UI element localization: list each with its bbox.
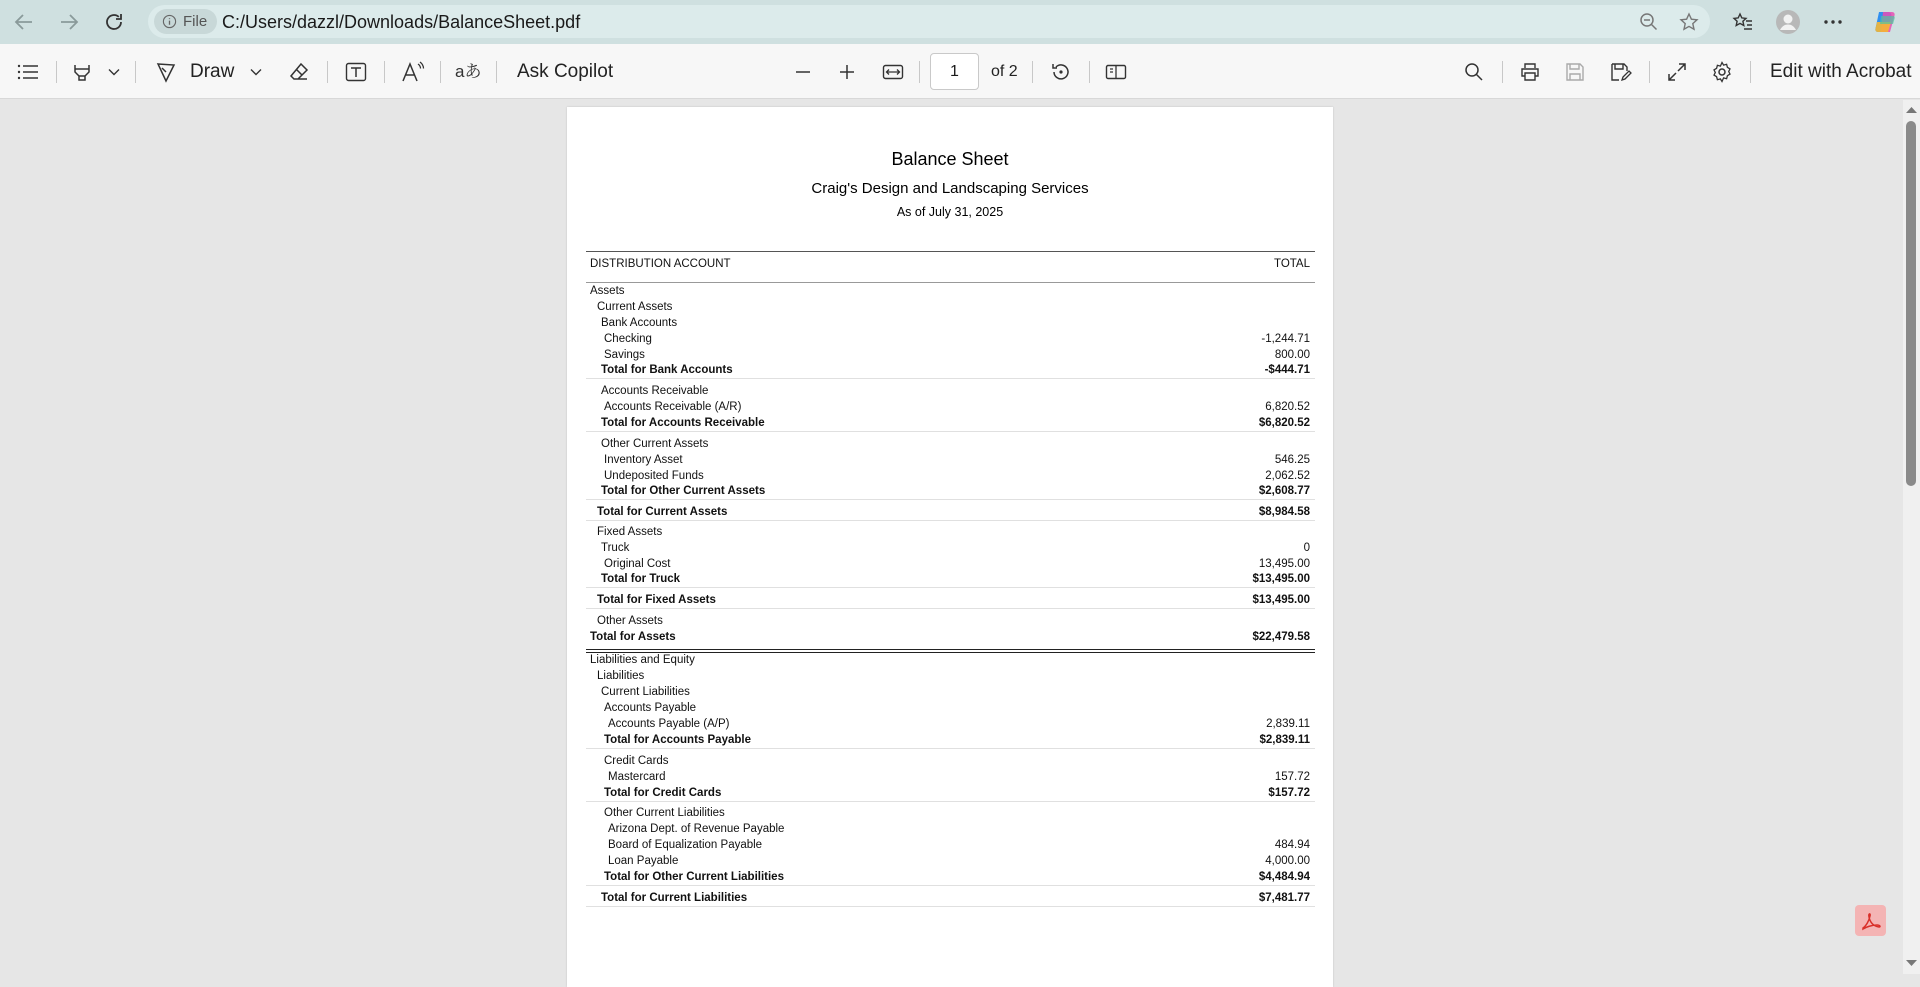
rotate-button[interactable] bbox=[1047, 57, 1075, 87]
profile-button[interactable] bbox=[1773, 8, 1803, 36]
refresh-button[interactable] bbox=[99, 8, 129, 36]
page-view-icon bbox=[1105, 63, 1127, 81]
save-icon bbox=[1565, 62, 1585, 82]
table-row: Liabilities and Equity bbox=[590, 654, 695, 666]
minus-icon bbox=[794, 63, 812, 81]
scroll-up-icon[interactable] bbox=[1903, 103, 1920, 117]
table-row: Total for Accounts Receivable $6,820.52 bbox=[586, 416, 1315, 432]
zoom-button[interactable] bbox=[1637, 10, 1661, 34]
acrobat-button[interactable] bbox=[1855, 905, 1886, 936]
draw-button[interactable]: Draw bbox=[190, 61, 235, 82]
add-text-button[interactable] bbox=[342, 57, 370, 87]
svg-text:aあ: aあ bbox=[455, 62, 481, 81]
table-row: Other Current Liabilities bbox=[604, 807, 725, 819]
arrow-left-icon bbox=[13, 11, 35, 33]
col-account-header: DISTRIBUTION ACCOUNT bbox=[590, 258, 731, 270]
address-bar[interactable] bbox=[148, 5, 1710, 38]
back-button[interactable] bbox=[9, 8, 39, 36]
read-aloud-button[interactable] bbox=[398, 57, 428, 87]
ellipsis-icon bbox=[1822, 11, 1844, 33]
copilot-icon bbox=[1871, 8, 1899, 36]
table-row: Total for Current Liabilities $7,481.77 bbox=[586, 891, 1315, 907]
arrow-right-icon bbox=[58, 11, 80, 33]
table-row: Other Current Assets bbox=[601, 438, 709, 450]
draw-options-button[interactable] bbox=[246, 57, 266, 87]
table-row: Liabilities bbox=[597, 670, 645, 682]
report-date: As of July 31, 2025 bbox=[896, 205, 1004, 219]
read-aloud-icon bbox=[401, 61, 425, 83]
pdf-page bbox=[567, 107, 1333, 987]
scrollbar-thumb[interactable] bbox=[1906, 121, 1916, 486]
file-label: File bbox=[183, 13, 208, 30]
table-row: Total for Assets $22,479.58 bbox=[590, 631, 1310, 643]
refresh-icon bbox=[103, 11, 125, 33]
expand-icon bbox=[1667, 62, 1687, 82]
zoom-out-icon bbox=[1639, 12, 1659, 32]
highlighter-icon bbox=[71, 61, 93, 83]
ask-copilot-button[interactable]: Ask Copilot bbox=[517, 61, 614, 82]
table-row: Truck 0 bbox=[601, 542, 1310, 554]
table-row: Original Cost 13,495.00 bbox=[604, 558, 1310, 570]
table-row: Mastercard 157.72 bbox=[608, 771, 1310, 783]
favorites-list-icon bbox=[1732, 11, 1754, 33]
save-as-icon bbox=[1610, 62, 1632, 82]
search-icon bbox=[1464, 62, 1484, 82]
eraser-icon bbox=[288, 61, 310, 83]
table-row: Undeposited Funds 2,062.52 bbox=[604, 470, 1310, 482]
find-button[interactable] bbox=[1460, 57, 1488, 87]
pen-icon bbox=[155, 61, 177, 83]
table-row: Total for Fixed Assets $13,495.00 bbox=[586, 593, 1315, 609]
table-row: Assets bbox=[590, 285, 625, 297]
save-as-button[interactable] bbox=[1607, 57, 1635, 87]
list-icon bbox=[17, 63, 39, 81]
col-total-header: TOTAL bbox=[1274, 258, 1310, 270]
table-row: Current Liabilities bbox=[601, 686, 690, 698]
edit-with-acrobat-button[interactable]: Edit with Acrobat bbox=[1770, 61, 1912, 82]
table-row: Savings 800.00 bbox=[604, 349, 1310, 361]
table-row: Board of Equalization Payable 484.94 bbox=[608, 839, 1310, 851]
settings-button[interactable] bbox=[1708, 57, 1736, 87]
page-count: of 2 bbox=[991, 63, 1018, 80]
zoom-out-button[interactable] bbox=[790, 57, 816, 87]
table-row: Total for Accounts Payable $2,839.11 bbox=[586, 733, 1315, 749]
printer-icon bbox=[1519, 62, 1541, 82]
print-button[interactable] bbox=[1516, 57, 1544, 87]
table-row: Total for Bank Accounts -$444.71 bbox=[586, 363, 1315, 379]
chevron-down-icon bbox=[250, 68, 262, 76]
fullscreen-button[interactable] bbox=[1663, 57, 1691, 87]
draw-button-icon[interactable] bbox=[152, 57, 180, 87]
table-row: Checking -1,244.71 bbox=[604, 333, 1310, 345]
favorites-button[interactable] bbox=[1728, 8, 1758, 36]
avatar-icon bbox=[1775, 9, 1801, 35]
table-row: Loan Payable 4,000.00 bbox=[608, 855, 1310, 867]
chevron-down-icon bbox=[108, 68, 120, 76]
document-viewer[interactable] bbox=[0, 100, 1920, 974]
table-row: Total for Truck $13,495.00 bbox=[586, 572, 1315, 588]
table-row: Credit Cards bbox=[604, 755, 669, 767]
table-row: Arizona Dept. of Revenue Payable bbox=[608, 823, 785, 835]
more-button[interactable] bbox=[1818, 8, 1848, 36]
copilot-button[interactable] bbox=[1870, 8, 1900, 36]
gear-icon bbox=[1711, 61, 1733, 83]
table-row: Bank Accounts bbox=[601, 317, 678, 329]
rotate-icon bbox=[1050, 61, 1072, 83]
company-name: Craig's Design and Landscaping Services bbox=[811, 180, 1089, 197]
save-button[interactable] bbox=[1561, 57, 1589, 87]
table-row: Total for Other Current Assets $2,608.77 bbox=[586, 484, 1315, 500]
translate-icon bbox=[455, 61, 481, 83]
acrobat-icon bbox=[1860, 910, 1882, 932]
favorite-button[interactable] bbox=[1677, 10, 1701, 34]
table-row: Accounts Payable (A/P) 2,839.11 bbox=[608, 718, 1310, 730]
table-row: Total for Current Assets $8,984.58 bbox=[586, 505, 1315, 521]
table-row: Current Assets bbox=[597, 301, 673, 313]
table-row: Inventory Asset 546.25 bbox=[604, 454, 1310, 466]
star-icon bbox=[1679, 12, 1699, 32]
table-row: Total for Credit Cards $157.72 bbox=[586, 786, 1315, 802]
table-row: Other Assets bbox=[597, 615, 663, 627]
page-number-input[interactable]: 1 bbox=[930, 53, 979, 90]
table-row: Accounts Receivable (A/R) 6,820.52 bbox=[604, 401, 1310, 413]
table-row: Fixed Assets bbox=[597, 526, 663, 538]
forward-button[interactable] bbox=[54, 8, 84, 36]
plus-icon bbox=[838, 63, 856, 81]
erase-button[interactable] bbox=[285, 57, 313, 87]
scroll-down-icon[interactable] bbox=[1903, 956, 1920, 970]
fit-width-icon bbox=[882, 63, 904, 81]
url-text[interactable]: C:/Users/dazzl/Downloads/BalanceSheet.pdf bbox=[222, 12, 581, 32]
browser-top-bar bbox=[0, 0, 1920, 44]
text-box-icon bbox=[345, 62, 367, 82]
zoom-in-button[interactable] bbox=[834, 57, 860, 87]
fit-width-button[interactable] bbox=[879, 57, 907, 87]
site-info-chip[interactable] bbox=[154, 9, 217, 34]
translate-button[interactable] bbox=[452, 57, 484, 87]
table-row: Total for Other Current Liabilities $4,484.94 bbox=[586, 870, 1315, 886]
info-icon bbox=[162, 14, 177, 29]
page-view-button[interactable] bbox=[1102, 57, 1130, 87]
table-row: Accounts Payable bbox=[604, 702, 697, 714]
highlight-button[interactable] bbox=[68, 57, 96, 87]
highlight-options-button[interactable] bbox=[104, 57, 124, 87]
contents-button[interactable] bbox=[14, 57, 42, 87]
report-title: Balance Sheet bbox=[891, 149, 1009, 169]
pdf-toolbar bbox=[0, 44, 1920, 99]
table-row: Accounts Receivable bbox=[601, 385, 709, 397]
